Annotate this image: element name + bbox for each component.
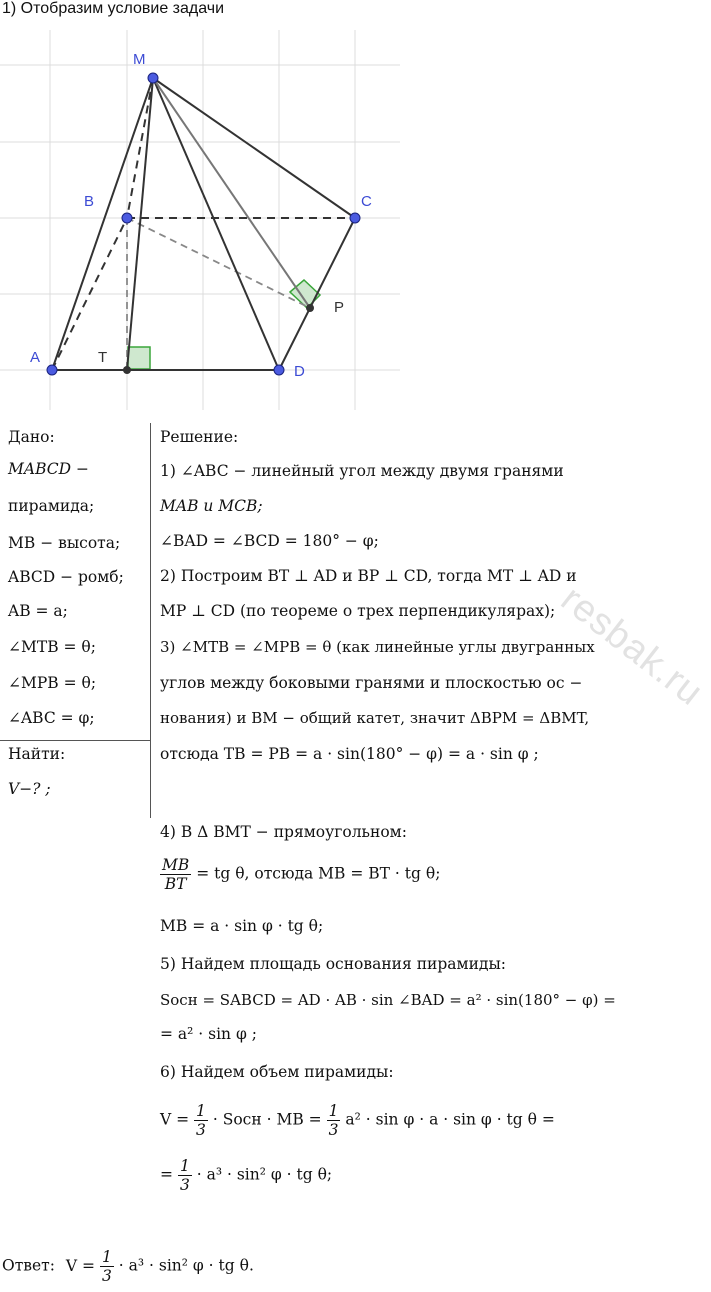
label-T: T [98,349,108,366]
section-header: 1) Отобразим условие задачи [2,0,225,17]
given-line: ∠ABC = φ; [8,709,95,727]
given-line: MABCD − [8,460,89,478]
table-divider-vertical-lower [150,808,151,818]
solution-line: MAB и MCB; [160,497,263,515]
given-line: ∠MTB = θ; [8,638,96,656]
solution-line: ∠BAD = ∠BCD = 180° − φ; [160,532,379,550]
solution-line: 1) ∠ABC − линейный угол между двумя гранями [160,462,564,480]
step6-title: 6) Найдем объем пирамиды: [160,1063,394,1081]
solution-line: 3) ∠MTB = ∠MPB = θ (как линейные углы двугранных [160,638,595,656]
given-line: AB = a; [8,602,68,620]
given-line: ABCD − ромб; [8,568,124,586]
find-value: V−? ; [8,780,51,798]
solution-line: MP ⊥ CD (по теореме о трех перпендикулярах); [160,602,556,620]
label-D: D [294,363,305,380]
step4-result: MB = a · sin φ · tg θ; [160,917,324,935]
pyramid-figure [0,30,410,410]
solution-line: углов между боковыми гранями и плоскостью ос − [160,674,583,692]
label-C: C [361,193,372,210]
watermark: resbak.ru [553,578,711,715]
step5-equation: Sосн = SABCD = AD · AB · sin ∠BAD = a² · sin(180° − φ) = [160,991,616,1009]
step5-title: 5) Найдем площадь основания пирамиды: [160,955,507,973]
step6-equation: V = $\frac{1}{3}$ · Sосн · MB = $\frac{1}{3}$ a² · sin φ · a · sin φ · tg θ = [160,1102,555,1139]
step6-result: = $\frac{1}{3}$ · a³ · sin² φ · tg θ; [160,1157,333,1194]
solution-line: 2) Построим BT ⊥ AD и BP ⊥ CD, тогда MT ⊥ AD и [160,567,577,585]
table-divider-vertical [150,423,151,808]
given-line: MB − высота; [8,534,121,552]
fraction-mb-bt: $\frac{MB}{BT}$ [162,856,190,893]
given-title: Дано: [8,428,55,446]
step4-equation: $\frac{MB}{BT}$ = tg θ, отсюда MB = BT · tg θ; [162,856,441,893]
label-M: M [133,51,146,68]
given-line: ∠MPB = θ; [8,674,97,692]
right-angle-mark-T [128,347,150,369]
solution-title: Решение: [160,428,239,446]
find-title: Найти: [8,745,66,763]
step5-result: = a² · sin φ ; [160,1025,257,1043]
solution-line: нования) и BM − общий катет, значит ΔBPM = ΔBMT, [160,709,590,727]
label-P: P [334,299,345,316]
solution-line: отсюда TB = PB = a · sin(180° − φ) = a · sin φ ; [160,745,539,763]
label-B: B [84,193,95,210]
given-find-divider [0,740,150,741]
label-A: A [30,349,41,366]
step4-title: 4) В Δ BMT − прямоугольном: [160,823,407,841]
given-line: пирамида; [8,497,95,515]
answer: Ответ: V = $\frac{1}{3}$ · a³ · sin² φ · tg θ. [2,1248,254,1285]
